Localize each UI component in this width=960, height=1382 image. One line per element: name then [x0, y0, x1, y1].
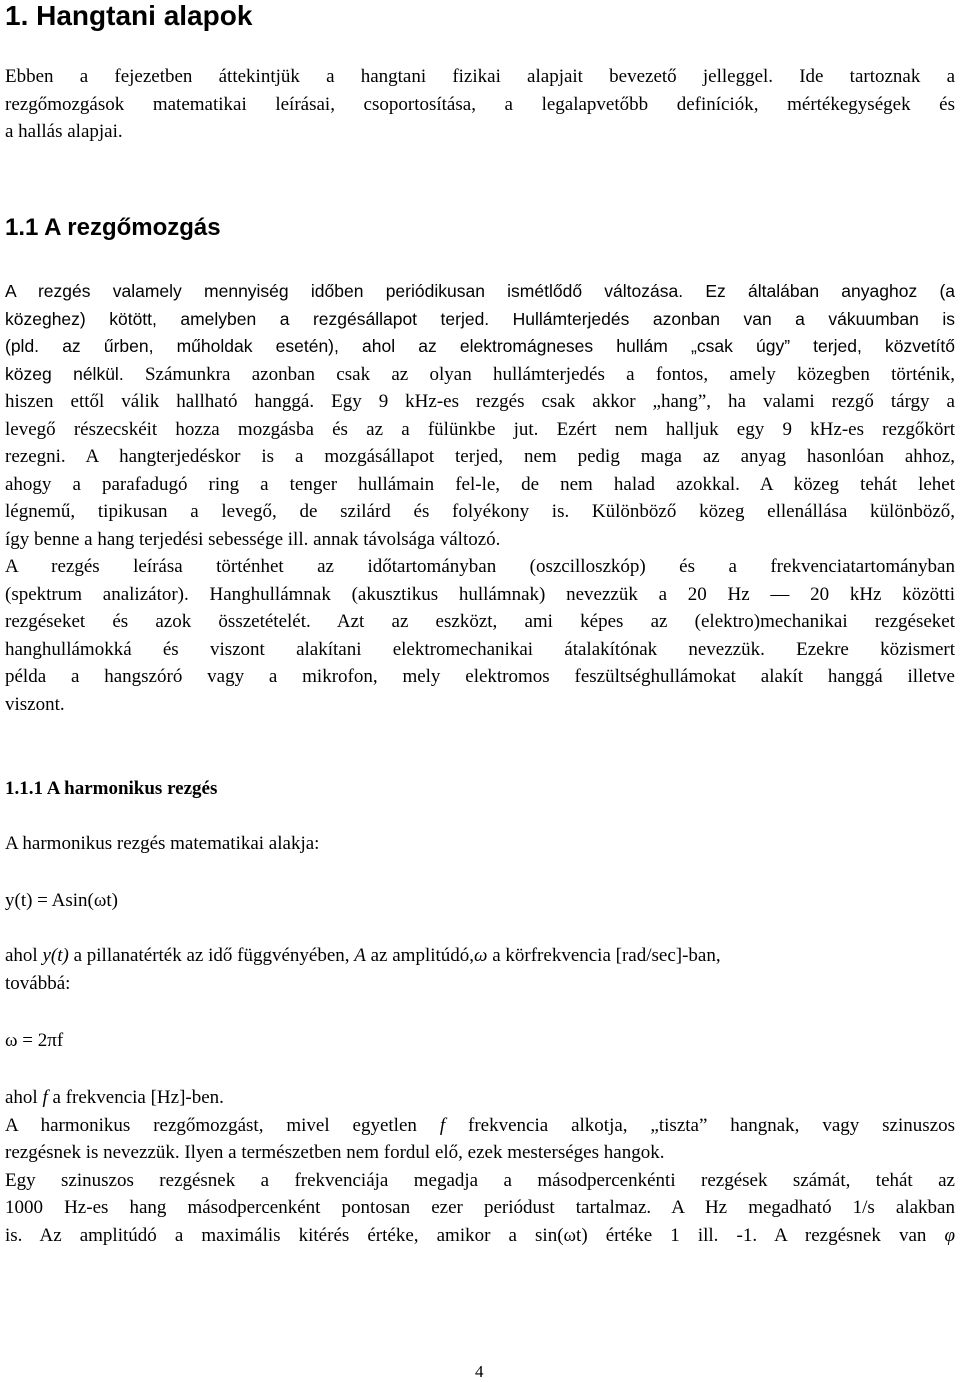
final-l5a: is. Az amplitúdó a maximális kitérés értéke, amikor a sin(ωt) értéke 1 ill. -1. A rezgésnek van [5, 1224, 945, 1246]
final-line-4: Egy szinuszos rezgésnek a frekvenciája megadja a másodpercenkénti rezgések számát, tehát az [5, 1169, 955, 1191]
final-paragraph [5, 1084, 955, 1249]
chapter-heading: 1. Hangtani alapok [5, 0, 253, 31]
section-heading-1-1-1: 1.1.1 A harmonikus rezgés [5, 778, 218, 799]
section-1-1-line-14: hanghullámokká és viszont alakítani elektromechanikai átalakítónak nevezzük. Ezekre közismert [5, 638, 955, 660]
final-l1a: A harmonikus rezgőmozgást, mivel egyetlen [5, 1114, 440, 1136]
where-text-g: a körfrekvencia [rad/sec]-ban, [487, 945, 721, 966]
final-l1b: f [439, 1114, 446, 1136]
where-text-e: az amplitúdó, [365, 945, 475, 966]
where-paragraph-1 [5, 942, 955, 997]
final-line-1 [5, 1084, 955, 1112]
section-1-1-paragraph [5, 278, 955, 718]
section-1-1-line-9: légnemű, tipikusan a levegő, de szilárd és folyékony is. Különböző közeg ellenállása különböző, [5, 501, 955, 522]
where-text-a: ahol [5, 945, 43, 966]
harmonic-intro: A harmonikus rezgés matematikai alakja: [5, 833, 320, 854]
where-line-1 [5, 942, 955, 970]
final-line-5: 1000 Hz-es hang másodpercenként pontosan ezer periódust tartalmaz. A Hz megadható 1/s alakban [5, 1197, 955, 1218]
section-1-1-line-6: levegő részecskéit hozza mozgásba és az a fülünkbe jut. Ezért nem halljuk egy 9 kHz-es rezgőkört [5, 418, 955, 440]
section-1-1-line-4 [5, 361, 955, 389]
page-number: 4 [475, 1362, 484, 1381]
section-1-1-line-10: így benne a hang terjedési sebessége ill. annak távolsága változó. [5, 528, 501, 550]
where-2-text-a: ahol [5, 1087, 43, 1108]
section-1-1-line-2: közeghez) kötött, amelyben a rezgésállapot terjed. Hullámterjedés azonban van a vákuumban is [5, 308, 955, 329]
final-line-2 [5, 1112, 955, 1140]
section-1-1-line-15: példa a hangszóró vagy a mikrofon, mely elektromos feszültséghullámokat alakít hanggá illetve [5, 666, 955, 687]
final-line-3: rezgésnek is nevezzük. Ilyen a természetben nem fordul elő, ezek mesterséges hangok. [5, 1142, 665, 1163]
final-l5b: φ [944, 1224, 955, 1246]
where-2-text-c: a frekvencia [Hz]-ben. [47, 1087, 224, 1108]
where-line-2: továbbá: [5, 972, 71, 994]
section-1-1-line-4-serif: Számunkra azonban csak az olyan hullámterjedés a fontos, amely közegben történik, [123, 363, 955, 385]
section-1-1-line-3: (pld. az űrben, műholdak esetén), ahol az elektromágneses hullám „csak úgy” terjed, közvetítő [5, 336, 955, 356]
section-1-1-line-7: rezegni. A hangterjedéskor is a mozgásállapot terjed, nem pedig maga az anyag hasonlóan ahhoz, [5, 446, 955, 467]
where-text-c: a pillanatérték az idő függvényében, [68, 945, 355, 966]
where-var-y: y(t) [42, 945, 69, 966]
formula-omega: ω = 2πf [5, 1030, 64, 1051]
intro-paragraph [5, 63, 955, 146]
where-2-var-f: f [42, 1087, 48, 1108]
intro-line-1: Ebben a fejezetben áttekintjük a hangtani fizikai alapjait bevezető jelleggel. Ide tartoznak a [5, 66, 955, 87]
intro-line-3: a hallás alapjai. [5, 121, 123, 142]
section-1-1-line-4-sans: közeg nélkül. [5, 363, 124, 384]
formula-sine: y(t) = Asin(ωt) [5, 890, 118, 911]
where-var-omega: ω [474, 945, 488, 966]
final-l1c: frekvencia alkotja, „tiszta” hangnak, vagy szinuszos [445, 1114, 955, 1136]
section-1-1-line-1: A rezgés valamely mennyiség időben periódikusan ismétlődő változása. Ez általában anyaghoz (a [5, 281, 955, 301]
section-1-1-line-11: A rezgés leírása történhet az időtartományban (oszcilloszkóp) és a frekvenciatartományban [5, 556, 955, 577]
section-1-1-line-13: rezgéseket és azok összetételét. Azt az eszközt, ami képes az (elektro)mechanikai rezgéseket [5, 611, 955, 632]
where-var-a: A [354, 945, 366, 966]
section-heading-1-1: 1.1 A rezgőmozgás [5, 214, 221, 241]
intro-line-2: rezgőmozgások matematikai leírásai, csoportosítása, a legalapvetőbb definíciók, mértékegységek és [5, 93, 955, 115]
section-1-1-line-8: ahogy a parafadugó ring a tenger hullámain fel-le, de nem halad azokkal. A közeg tehát lehet [5, 473, 955, 495]
final-line-6 [5, 1222, 955, 1250]
section-1-1-line-16: viszont. [5, 693, 65, 715]
section-1-1-line-5: hiszen ettől válik hallható hanggá. Egy 9 kHz-es rezgés csak akkor „hang”, ha valami rezgő tárgy a [5, 391, 955, 412]
section-1-1-line-12: (spektrum analizátor). Hanghullámnak (akusztikus hullámnak) nevezzük a 20 Hz — 20 kHz közötti [5, 583, 955, 605]
